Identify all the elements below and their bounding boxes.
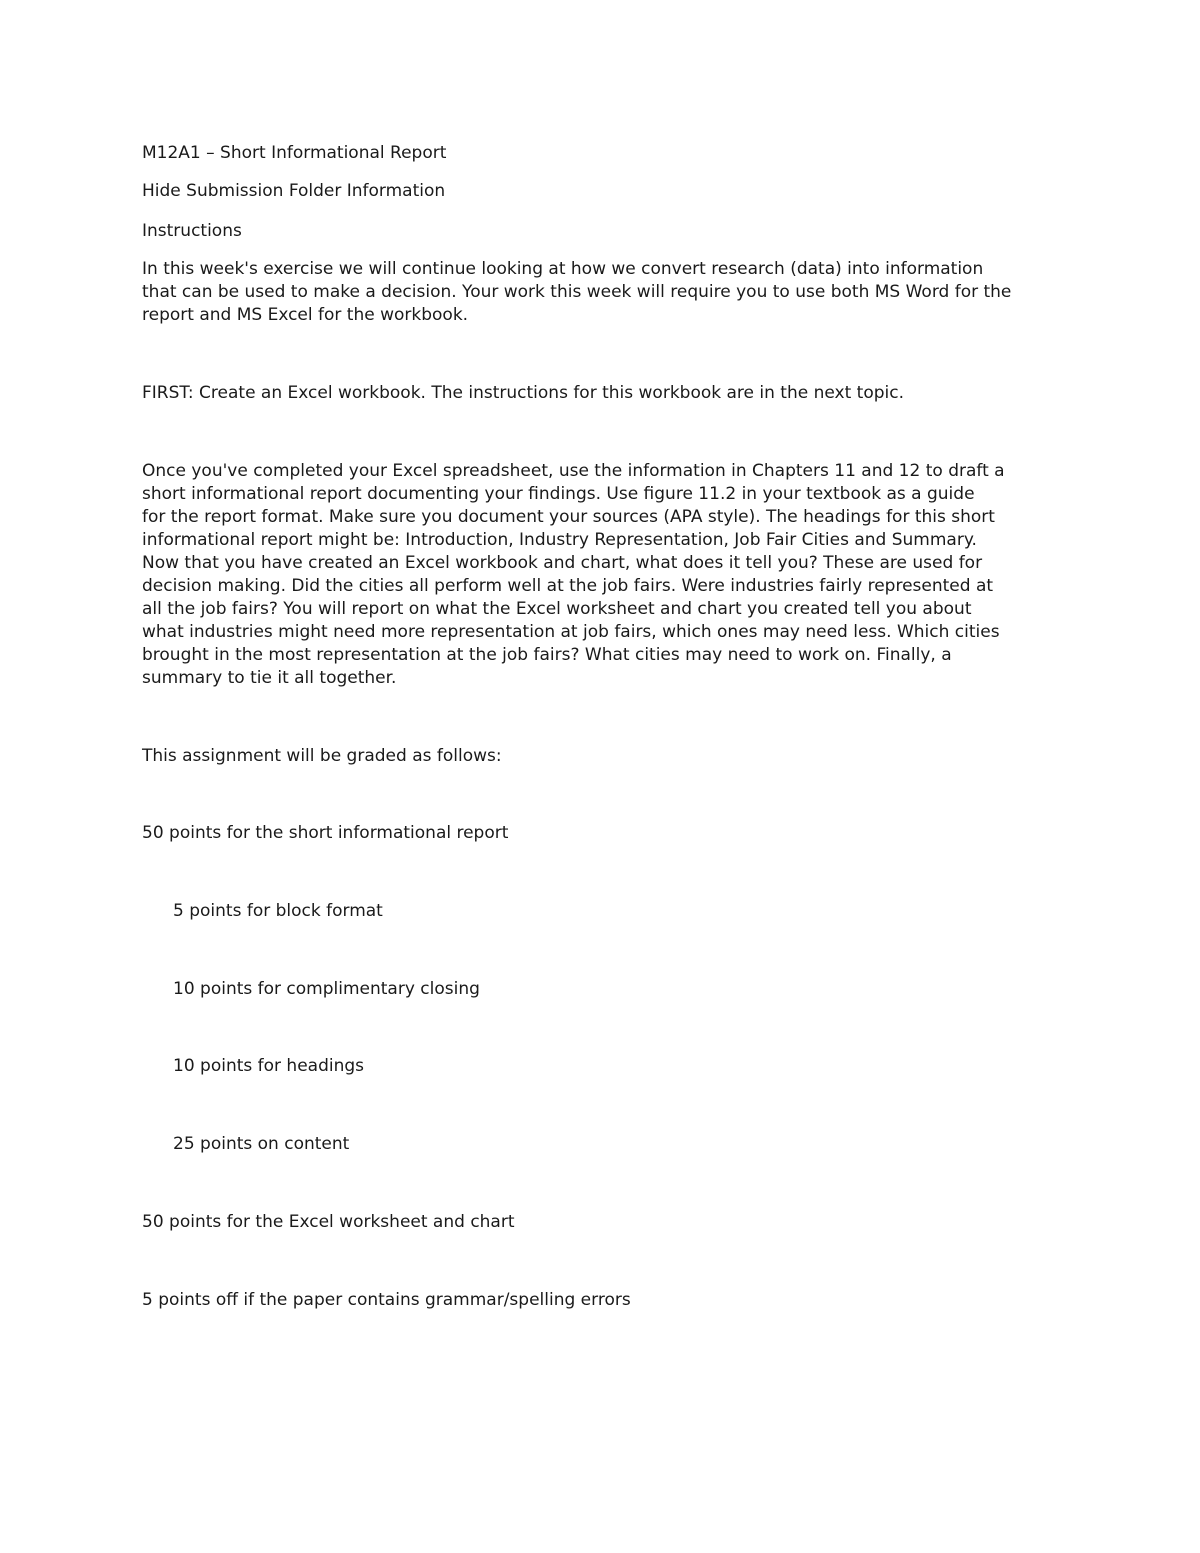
report-line: decision making. Did the cities all perform well at the job fairs. Were industries fairly represented at: [142, 576, 994, 596]
grading-content: 25 points on content: [173, 1134, 350, 1154]
intro-line: In this week's exercise we will continue looking at how we convert research (data) into information: [142, 259, 984, 279]
instructions-heading: Instructions: [142, 221, 242, 241]
hide-folder-info-text: Hide Submission Folder Information: [142, 181, 446, 201]
report-line: Once you've completed your Excel spreadsheet, use the information in Chapters 11 and 12 to draft a: [142, 461, 1005, 481]
document-title: M12A1 – Short Informational Report: [142, 143, 447, 163]
report-line: summary to tie it all together.: [142, 668, 397, 688]
report-line: Now that you have created an Excel workbook and chart, what does it tell you? These are used for: [142, 553, 983, 573]
grading-closing: 10 points for complimentary closing: [173, 979, 480, 999]
intro-paragraph: [142, 258, 1102, 327]
grading-block-format: 5 points for block format: [173, 901, 383, 921]
report-line: brought in the most representation at the job fairs? What cities may need to work on. Finally, a: [142, 645, 952, 665]
report-paragraph: [142, 460, 1102, 690]
grading-headings: 10 points for headings: [173, 1056, 365, 1076]
report-line: short informational report documenting your findings. Use figure 11.2 in your textbook as a guide: [142, 484, 975, 504]
grading-errors-penalty: 5 points off if the paper contains grammar/spelling errors: [142, 1290, 631, 1310]
grading-report-total: 50 points for the short informational report: [142, 823, 509, 843]
intro-line: that can be used to make a decision. Your work this week will require you to use both MS Word for the: [142, 282, 1012, 302]
intro-line: report and MS Excel for the workbook.: [142, 305, 469, 325]
report-line: what industries might need more representation at job fairs, which ones may need less. Which cities: [142, 622, 1000, 642]
report-line: informational report might be: Introduction, Industry Representation, Job Fair Cities and Summary.: [142, 530, 977, 550]
report-line: all the job fairs? You will report on what the Excel worksheet and chart you created tell you about: [142, 599, 972, 619]
grading-intro: This assignment will be graded as follows:: [142, 746, 502, 766]
grading-excel-total: 50 points for the Excel worksheet and chart: [142, 1212, 515, 1232]
first-step-text: FIRST: Create an Excel workbook. The instructions for this workbook are in the next topic.: [142, 383, 905, 403]
report-line: for the report format. Make sure you document your sources (APA style). The headings for this short: [142, 507, 995, 527]
